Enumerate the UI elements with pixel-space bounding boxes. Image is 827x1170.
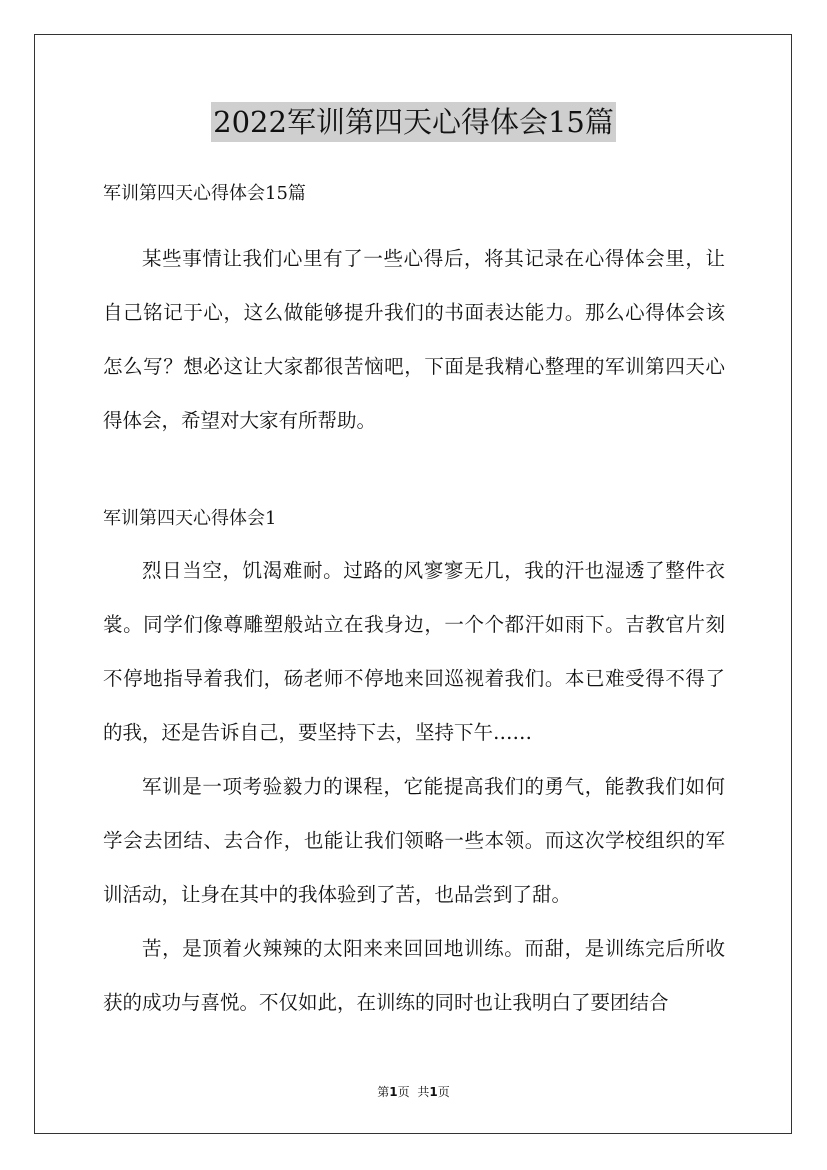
total-pages: 1 <box>429 1085 438 1099</box>
body-paragraph-2: 军训是一项考验毅力的课程，它能提高我们的勇气，能教我们如何学会去团结、去合作，也能让我们领略一些本领。而这次学校组织的军训活动，让身在其中的我体验到了苦，也品尝到了甜。 <box>103 775 725 906</box>
intro-paragraph: 某些事情让我们心里有了一些心得后，将其记录在心得体会里，让自己铭记于心，这么做能够提升我们的书面表达能力。那么心得体会该怎么写？想必这让大家都很苦恼吧，下面是我精心整理的军训第四天心得体会，希望对大家有所帮助。 <box>103 247 725 432</box>
title-container <box>0 102 827 142</box>
page-number: 1 <box>389 1085 398 1099</box>
total-prefix: 共 <box>417 1085 430 1099</box>
page-suffix: 页 <box>397 1085 410 1099</box>
body-paragraph-1: 烈日当空，饥渴难耐。过路的风寥寥无几，我的汗也湿透了整件衣裳。同学们像尊雕塑般站立在我身边，一个个都汗如雨下。吉教官片刻不停地指导着我们，砀老师不停地来回巡视着我们。本已难受得不得了的我，还是告诉自己，要坚持下去，坚持下午…… <box>103 559 725 744</box>
document-subtitle: 军训第四天心得体会15篇 <box>103 183 306 204</box>
body-paragraph-3: 苦，是顶着火辣辣的太阳来来回回地训练。而甜，是训练完后所收获的成功与喜悦。不仅如此，在训练的同时也让我明白了要团结合 <box>103 937 725 1014</box>
page-prefix: 第 <box>377 1085 390 1099</box>
page-footer <box>0 1083 827 1101</box>
section-heading: 军训第四天心得体会1 <box>103 508 277 529</box>
total-suffix: 页 <box>437 1085 450 1099</box>
document-title: 2022军训第四天心得体会15篇 <box>211 102 616 142</box>
